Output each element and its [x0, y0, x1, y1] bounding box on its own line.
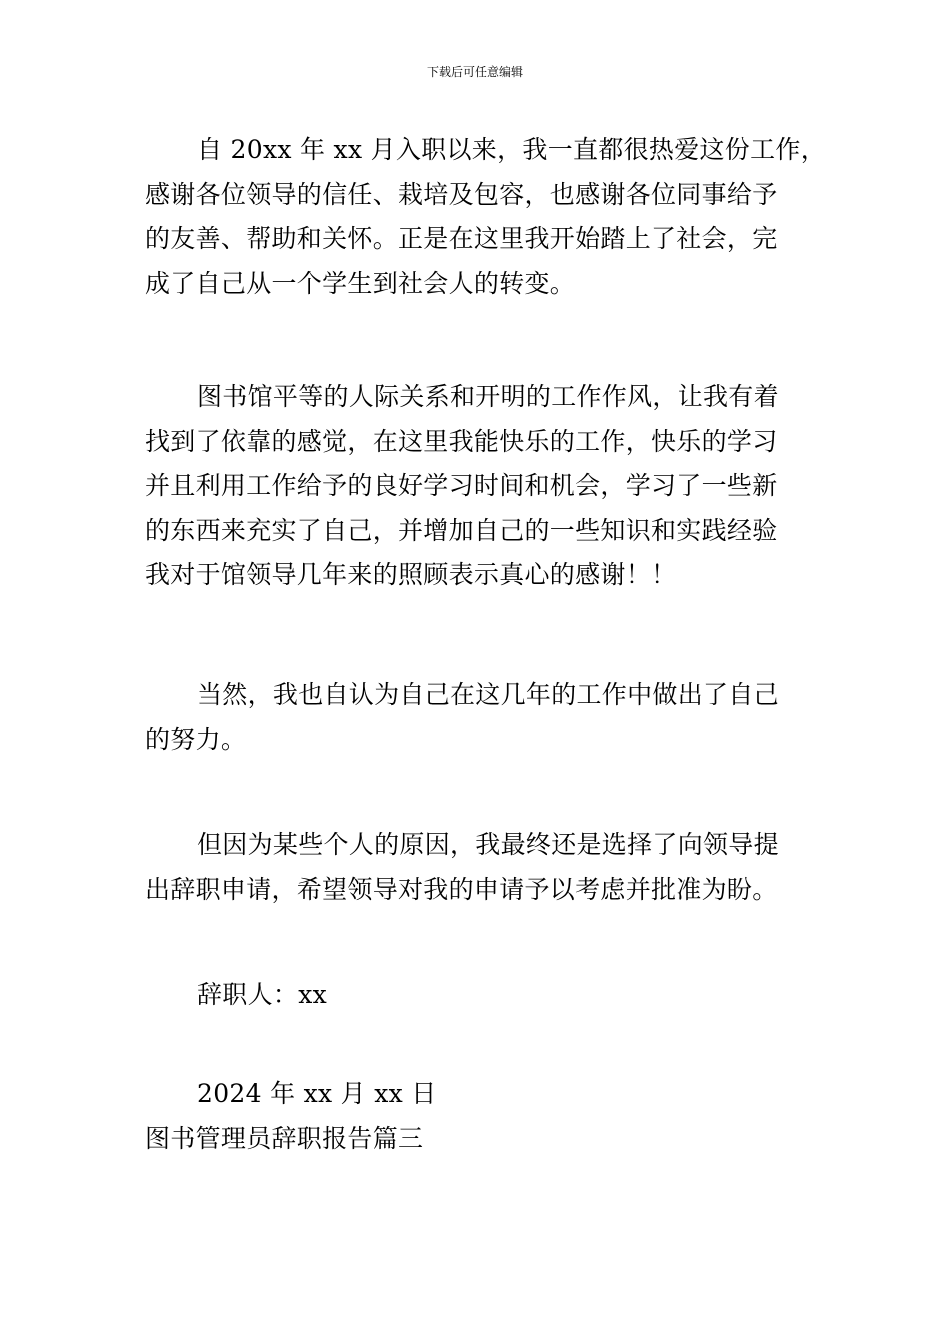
paragraph-line: 当然，我也自认为自己在这几年的工作中做出了自己: [197, 680, 779, 709]
paragraph-line: 的友善、帮助和关怀。正是在这里我开始踏上了社会，完: [145, 224, 778, 253]
paragraph-line: 感谢各位领导的信任、栽培及包容，也感谢各位同事给予: [145, 179, 778, 209]
paragraph-line: 找到了依靠的感觉，在这里我能快乐的工作，快乐的学习: [145, 426, 778, 456]
paragraph-line: 但因为某些个人的原因，我最终还是选择了向领导提: [197, 830, 779, 859]
paragraph-intro: [145, 128, 826, 306]
paragraph-library: [145, 375, 810, 598]
page-header: 下载后可任意编辑: [426, 65, 523, 79]
paragraph-line: 成了自己从一个学生到社会人的转变。: [145, 268, 576, 298]
paragraph-effort: [145, 673, 810, 762]
paragraph-line: 的努力。: [145, 724, 247, 754]
next-section-title: 图书管理员辞职报告篇三: [145, 1123, 424, 1153]
signature-text: 辞职人：xx: [197, 980, 327, 1009]
paragraph-line: 并且利用工作给予的良好学习时间和机会，学习了一些新: [145, 471, 778, 500]
date-text: 2024 年 xx 月 xx 日: [197, 1079, 437, 1108]
paragraph-line: 图书馆平等的人际关系和开明的工作作风，让我有着: [197, 382, 779, 411]
paragraph-line: 自 20xx 年 xx 月入职以来，我一直都很热爱这份工作，: [197, 135, 826, 164]
signature: [145, 973, 810, 1018]
paragraph-line: 的东西来充实了自己，并增加自己的一些知识和实践经验: [145, 515, 778, 545]
paragraph-line: 出辞职申请，希望领导对我的申请予以考虑并批准为盼。: [145, 874, 778, 904]
paragraph-resignation: [145, 823, 810, 912]
paragraph-line: 我对于馆领导几年来的照顾表示真心的感谢！！: [145, 560, 677, 589]
date-block: [145, 1072, 810, 1161]
